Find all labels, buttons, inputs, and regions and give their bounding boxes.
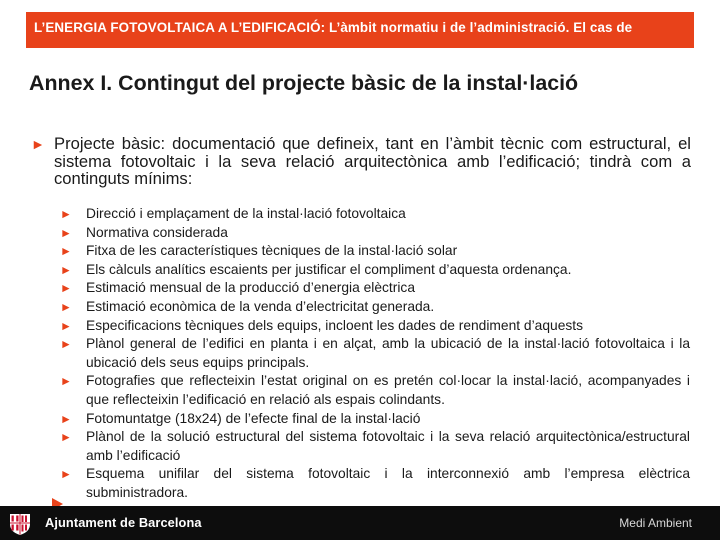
list-item-text: Fitxa de les característiques tècniques de la instal·lació solar [86, 243, 458, 259]
list-item-text: Fotomuntatge (18x24) de l’efecte final de la instal·lació [86, 410, 421, 426]
main-bullet-text: Projecte bàsic: documentació que defineix, tant en l’àmbit tècnic com estructural, el sistema fotovoltaic i la seva relació arquitectònica amb l’edificació; tindrà com a continguts mínims: [54, 134, 691, 188]
main-bullet [31, 135, 691, 188]
content-list [60, 205, 690, 503]
list-item [60, 224, 690, 243]
list-item [60, 335, 690, 372]
slide-footer [0, 506, 720, 540]
slide-title: Annex I. Contingut del projecte bàsic de la instal·lació [29, 71, 579, 95]
list-item-text: Estimació econòmica de la venda d’electricitat generada. [86, 298, 435, 314]
bullet-arrow-icon: ► [31, 136, 45, 152]
list-item [60, 242, 690, 261]
bullet-arrow-icon: ► [60, 337, 72, 352]
barcelona-coat-of-arms-icon [8, 512, 32, 536]
list-item [60, 298, 690, 317]
footer-logo-text: Ajuntament de Barcelona [45, 515, 202, 530]
list-item-text: Els càlculs analítics escaients per justificar el compliment d’aquesta ordenança. [86, 261, 572, 277]
footer-brand-text: Medi Ambient [619, 516, 692, 530]
list-item [60, 428, 690, 465]
bullet-arrow-icon: ► [60, 430, 72, 445]
list-item-text: Normativa considerada [86, 224, 228, 240]
list-item [60, 205, 690, 224]
list-item-text: Esquema unifilar del sistema fotovoltaic i la interconnexió amb l’empresa elèctrica subministradora. [86, 466, 690, 500]
list-item-text: Especificacions tècniques dels equips, incloent les dades de rendiment d’aquests [86, 317, 583, 333]
list-item-text: Fotografies que reflecteixin l’estat original on es pretén col·locar la instal·lació, acompanyades i que reflecteixin l’edificació en relació als espais colindants. [86, 373, 690, 407]
list-item-text: Estimació mensual de la producció d’energia elèctrica [86, 280, 415, 296]
list-item [60, 372, 690, 409]
bullet-arrow-icon: ► [60, 225, 72, 240]
bullet-arrow-icon: ► [60, 374, 72, 389]
list-item [60, 465, 690, 502]
slide-header-banner [26, 12, 694, 48]
list-item-text: Plànol de la solució estructural del sistema fotovoltaic i la seva relació arquitectònica/estructural amb l’edificació [86, 429, 690, 463]
bullet-arrow-icon: ► [60, 318, 72, 333]
bullet-arrow-icon: ► [60, 467, 72, 482]
bullet-arrow-icon: ► [60, 411, 72, 426]
bullet-arrow-icon: ► [60, 244, 72, 259]
list-item [60, 317, 690, 336]
bullet-arrow-icon: ► [60, 207, 72, 221]
list-item [60, 279, 690, 298]
bullet-arrow-icon: ► [60, 299, 72, 314]
bullet-arrow-icon: ► [60, 281, 72, 296]
list-item [60, 261, 690, 280]
bullet-arrow-icon: ► [60, 262, 72, 277]
list-item [60, 410, 690, 429]
header-text: L’ENERGIA FOTOVOLTAICA A L’EDIFICACIÓ: L’àmbit normatiu i de l’administració. El cas de [34, 20, 633, 35]
list-item-text: Direcció i emplaçament de la instal·lació fotovoltaica [86, 206, 406, 221]
list-item-text: Plànol general de l’edifici en planta i en alçat, amb la ubicació de la instal·lació fotovoltaica i la ubicació dels seus equips principals. [86, 336, 690, 370]
